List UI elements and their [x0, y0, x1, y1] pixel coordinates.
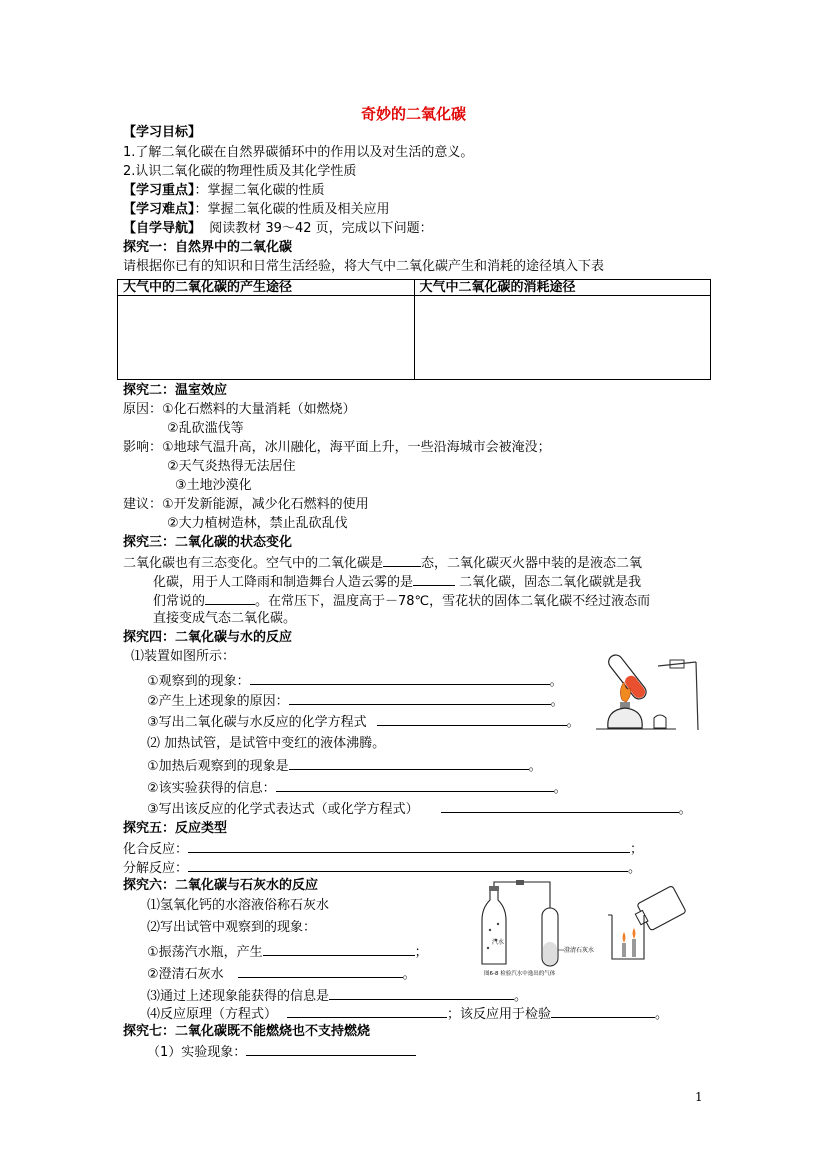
blank-air-state[interactable]: [383, 554, 421, 567]
table-header-production: 大气中的二氧化碳的产生途径: [118, 280, 415, 296]
effect-2: ②天气炎热得无法居住: [167, 459, 296, 474]
explore1-heading: 探究一：自然界中的二氧化碳: [123, 240, 293, 255]
period: 。: [628, 861, 642, 876]
fig-label-soda: 汽水: [492, 939, 505, 946]
table-cell-production[interactable]: [118, 296, 415, 380]
explore6-part2: ⑵写出试管中观察到的现象：: [147, 920, 317, 935]
explore4-heading: 探究四：二氧化碳与水的反应: [123, 630, 293, 645]
explore4-q1: [147, 672, 563, 690]
decomposition-reaction-line: [123, 859, 641, 877]
combination-reaction-line: [123, 840, 643, 858]
explore3-text-3b: 。在常压下，温度高于－78℃，雪花状的固体二氧化碳不经过液态而: [255, 594, 651, 609]
combination-label: 化合反应：: [123, 842, 189, 857]
explore4-q2: [147, 692, 564, 710]
difficulty-text: ：掌握二氧化碳的性质及相关应用: [194, 202, 390, 217]
reaction-equation-line[interactable]: [287, 1005, 447, 1018]
period: 。: [655, 1007, 669, 1022]
explore7-part1: [147, 1043, 416, 1061]
used-to-detect-label: ；该反应用于检验: [447, 1007, 552, 1022]
q1-answer-line[interactable]: [250, 672, 550, 685]
key-point-line: [123, 183, 325, 199]
q5-label: ②该实验获得的信息：: [147, 781, 276, 796]
suggestion-2: ②大力植树造林，禁止乱砍乱伐: [167, 516, 348, 531]
objective-2: 2.认识二氧化碳的物理性质及其化学性质: [123, 164, 357, 179]
q2-label: ②产生上述现象的原因：: [147, 694, 289, 709]
q4-label: ①加热后观察到的现象是: [147, 759, 289, 774]
difficulty-label: 【学习难点】: [123, 202, 195, 217]
explore6-q1: [147, 943, 428, 961]
explore3-text-2b: 二氧化碳，固态二氧化碳就是我: [455, 575, 642, 590]
explore3-line-3: [153, 592, 650, 610]
semicolon: ；: [630, 842, 644, 857]
info-answer-line[interactable]: [329, 987, 514, 1000]
explore6-part1: ⑴氢氧化钙的水溶液俗称石灰水: [147, 898, 330, 913]
test-tube-heating-figure: [596, 640, 706, 736]
explore3-text-1b: 态，二氧化碳灭火器中装的是液态二氧: [421, 556, 643, 571]
blank-dry-ice-use[interactable]: [413, 573, 455, 586]
explore4-q4: [147, 757, 542, 775]
decomposition-label: 分解反应：: [123, 861, 189, 876]
q3-label: ③写出二氧化碳与水反应的化学方程式: [147, 715, 367, 730]
self-study-text: 阅读教材 39～42 页，完成以下问题：: [201, 221, 433, 236]
explore3-line-4: 直接变成气态二氧化碳。: [153, 611, 297, 626]
explore3-line-1: [123, 554, 642, 572]
q5-answer-line[interactable]: [276, 779, 554, 792]
key-point-text: ：掌握二氧化碳的性质: [194, 183, 325, 198]
self-study-line: [123, 221, 433, 237]
experiment-phenomenon-label: （1）实验现象：: [147, 1045, 247, 1060]
explore4-q6: [147, 800, 692, 818]
explore7-heading: 探究七：二氧化碳既不能燃烧也不支持燃烧: [123, 1024, 371, 1039]
q6-answer-line[interactable]: [441, 800, 679, 813]
limewater-label: ②澄清石灰水: [147, 967, 224, 982]
q3-answer-line[interactable]: [377, 713, 567, 726]
explore6-q2: [147, 965, 416, 983]
table-header-consumption: 大气中二氧化碳的消耗途径: [414, 280, 711, 296]
soda-shake-answer-line[interactable]: [263, 943, 415, 956]
period: 。: [528, 759, 542, 774]
cause-1: 原因：①化石燃料的大量消耗（如燃烧）: [123, 402, 356, 417]
soda-limewater-figure: [478, 880, 596, 978]
q4-answer-line[interactable]: [289, 757, 529, 770]
soda-limewater-svg: [478, 880, 596, 978]
objectives-heading: 【学习目标】: [123, 125, 202, 140]
combination-answer-line[interactable]: [188, 840, 630, 853]
explore4-part2: ⑵ 加热试管，是试管中变红的液体沸腾。: [147, 736, 386, 751]
period: 。: [402, 967, 416, 982]
explore5-heading: 探究五：反应类型: [123, 821, 228, 836]
fig-caption: 图6-8 检验汽水中逸出的气体: [484, 971, 556, 977]
fig-label-limewater: 澄清石灰水: [564, 947, 595, 954]
pour-co2-svg: [602, 885, 692, 965]
difficulty-line: [123, 202, 390, 218]
detect-answer-line[interactable]: [551, 1005, 655, 1018]
table-cell-consumption[interactable]: [414, 296, 711, 380]
period: 。: [550, 694, 564, 709]
blank-solid-co2-name[interactable]: [205, 592, 255, 605]
key-point-label: 【学习重点】: [123, 183, 195, 198]
explore3-text-3a: 们常说的: [153, 594, 206, 609]
self-study-label: 【自学导航】: [123, 221, 202, 236]
explore6-part4: [147, 1005, 668, 1023]
q2-answer-line[interactable]: [289, 692, 551, 705]
reaction-principle-label: ⑷反应原理（方程式）: [147, 1007, 278, 1022]
effect-3: ③土地沙漠化: [175, 478, 252, 493]
q1-label: ①观察到的现象：: [147, 674, 250, 689]
q6-label: ③写出该反应的化学式表达式（或化学方程式）: [147, 802, 419, 817]
cause-2: ②乱砍滥伐等: [167, 421, 244, 436]
info-label: ⑶通过上述现象能获得的信息是: [147, 989, 330, 1004]
objective-1: 1.了解二氧化碳在自然界碳循环中的作用以及对生活的意义。: [123, 145, 474, 160]
explore4-q3: [147, 713, 580, 731]
explore4-q5: [147, 779, 567, 797]
explore1-instruction: 请根据你已有的知识和日常生活经验，将大气中二氧化碳产生和消耗的途径填入下表: [123, 259, 605, 274]
explore6-part3: [147, 987, 527, 1005]
decomposition-answer-line[interactable]: [188, 859, 628, 872]
test-tube-heating-svg: [596, 640, 706, 736]
suggestion-1: 建议：①开发新能源，减少化石燃料的使用: [123, 497, 369, 512]
soda-shake-label: ①振荡汽水瓶，产生: [147, 945, 263, 960]
explore2-heading: 探究二：温室效应: [123, 383, 228, 398]
page-number: 1: [695, 1090, 703, 1104]
explore3-text-2a: 化碳，用于人工降雨和制造舞台人造云雾的是: [153, 575, 414, 590]
explore3-line-2: [153, 573, 641, 591]
period: 。: [553, 781, 567, 796]
explore4-part1: ⑴装置如图所示：: [131, 649, 236, 664]
period: 。: [566, 715, 580, 730]
explore6-heading: 探究六：二氧化碳与石灰水的反应: [123, 878, 319, 893]
page-title: 奇妙的二氧化碳: [360, 105, 466, 123]
period: 。: [514, 989, 528, 1004]
period: 。: [678, 802, 692, 817]
explore3-text-1a: 二氧化碳也有三态变化。空气中的二氧化碳是: [123, 556, 384, 571]
experiment-phenomenon-line[interactable]: [246, 1043, 416, 1056]
semicolon: ；: [414, 945, 428, 960]
limewater-answer-line[interactable]: [238, 965, 403, 978]
explore3-heading: 探究三：二氧化碳的状态变化: [123, 535, 293, 550]
pour-co2-beaker-figure: [602, 885, 692, 965]
period: 。: [549, 674, 563, 689]
co2-pathway-table: [117, 279, 711, 380]
effect-1: 影响：①地球气温升高，冰川融化，海平面上升，一些沿海城市会被淹没；: [123, 440, 551, 455]
